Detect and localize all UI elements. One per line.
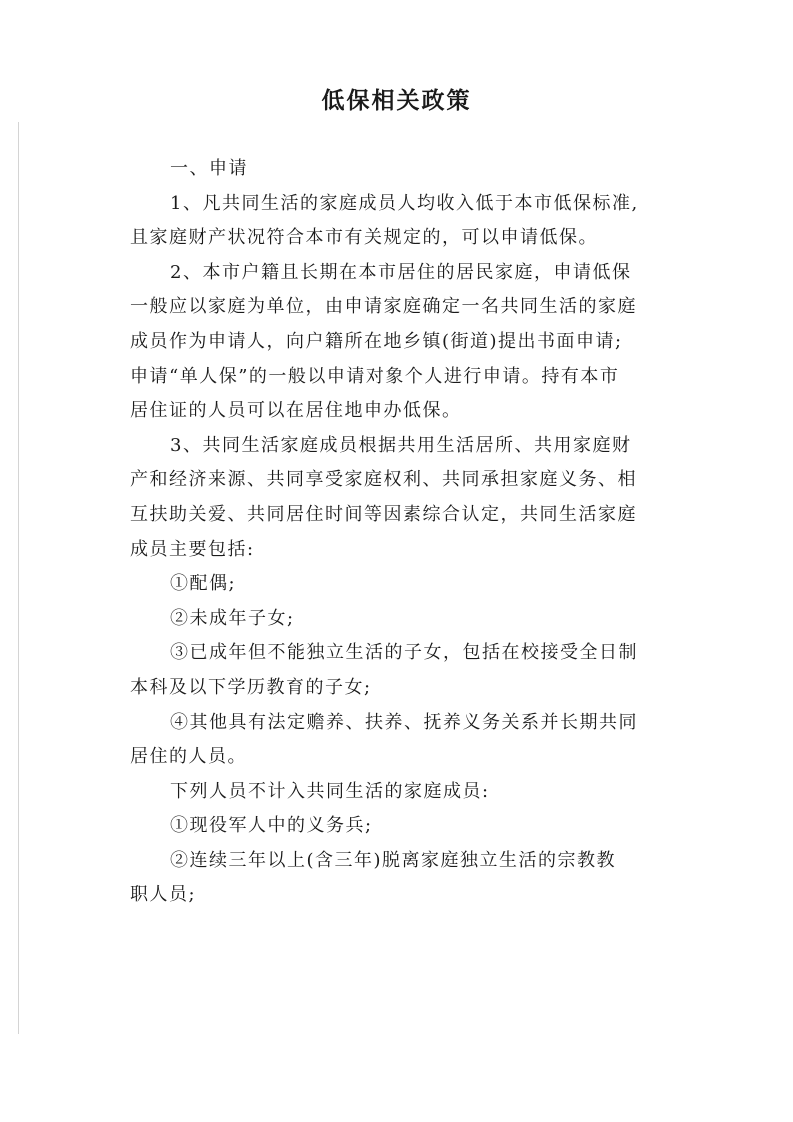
list-item: ①配偶; — [170, 573, 237, 595]
paragraph-line: 且家庭财产状况符合本市有关规定的，可以申请低保。 — [130, 227, 598, 249]
paragraph-line: 互扶助关爱、共同居住时间等因素综合认定，共同生活家庭 — [130, 503, 637, 525]
paragraph-line: 居住证的人员可以在居住地申办低保。 — [130, 400, 462, 422]
paragraph-line: 一般应以家庭为单位，由申请家庭确定一名共同生活的家庭 — [130, 296, 637, 318]
paragraph-line: 2、本市户籍且长期在本市居住的居民家庭，申请低保 — [170, 261, 632, 283]
list-item-continuation: 居住的人员。 — [130, 746, 247, 768]
list-item-continuation: 职人员; — [130, 884, 197, 906]
section-heading-application: 一、申请 — [170, 158, 248, 179]
list-item-continuation: 本科及以下学历教育的子女; — [130, 676, 372, 698]
paragraph-line: 成员作为申请人，向户籍所在地乡镇(街道)提出书面申请; — [130, 330, 623, 352]
list-item: ②连续三年以上(含三年)脱离家庭独立生活的宗教教 — [170, 849, 617, 871]
list-item: ①现役军人中的义务兵; — [170, 815, 373, 837]
paragraph-line: 申请“单人保”的一般以申请对象个人进行申请。持有本市 — [130, 365, 620, 387]
document-body — [130, 152, 658, 913]
paragraph-line: 成员主要包括: — [130, 538, 255, 560]
margin-rule — [18, 122, 19, 1034]
list-item: ③已成年但不能独立生活的子女，包括在校接受全日制 — [170, 642, 638, 664]
page-title: 低保相关政策 — [321, 88, 472, 114]
list-item: ④其他具有法定赡养、扶养、抚养义务关系并长期共同 — [170, 711, 638, 733]
paragraph-line: 下列人员不计入共同生活的家庭成员: — [170, 780, 490, 802]
list-item: ②未成年子女; — [170, 607, 295, 629]
paragraph-line: 产和经济来源、共同享受家庭权利、共同承担家庭义务、相 — [130, 469, 637, 491]
paragraph-line: 1、凡共同生活的家庭成员人均收入低于本市低保标准, — [170, 192, 639, 214]
paragraph-line: 3、共同生活家庭成员根据共用生活居所、共用家庭财 — [170, 434, 632, 456]
